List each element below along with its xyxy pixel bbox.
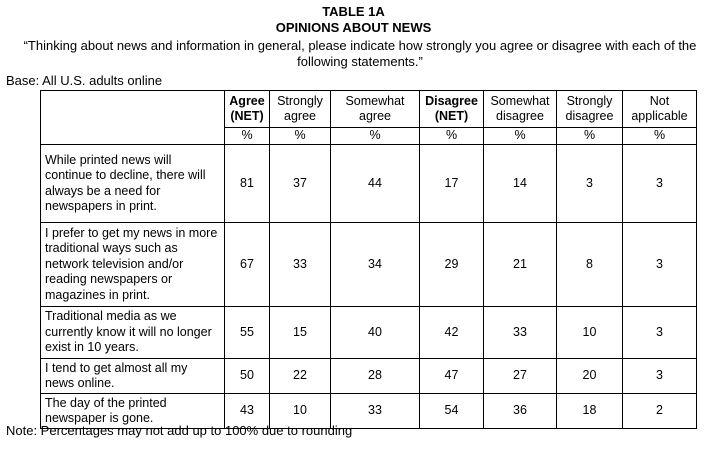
value-cell: 18: [557, 394, 623, 429]
value-cell: 17: [420, 145, 484, 223]
footnote: Note: Percentages may not add up to 100% due to rounding: [6, 423, 353, 438]
value-cell: 33: [484, 307, 557, 359]
table-row: [41, 307, 697, 359]
value-cell: 8: [557, 223, 623, 307]
value-cell: 81: [225, 145, 270, 223]
col-header-strongly-agree: Strongly agree: [270, 91, 331, 128]
col-header-somewhat-disagree: Somewhat disagree: [484, 91, 557, 128]
value-cell: 27: [484, 359, 557, 394]
value-cell: 10: [557, 307, 623, 359]
col-header-not-applicable: Not applicable: [623, 91, 697, 128]
value-cell: 2: [623, 394, 697, 429]
value-cell: 54: [420, 394, 484, 429]
value-cell: 3: [623, 223, 697, 307]
table-row: [41, 359, 697, 394]
value-cell: 22: [270, 359, 331, 394]
value-cell: 3: [557, 145, 623, 223]
value-cell: 37: [270, 145, 331, 223]
table-row: [41, 145, 697, 223]
unit-cell: %: [331, 128, 420, 145]
unit-cell: %: [484, 128, 557, 145]
statement-cell: I tend to get almost all my news online.: [41, 359, 225, 394]
value-cell: 3: [623, 359, 697, 394]
value-cell: 29: [420, 223, 484, 307]
value-cell: 10: [270, 394, 331, 429]
unit-cell: %: [420, 128, 484, 145]
value-cell: 33: [331, 394, 420, 429]
table-subtitle: OPINIONS ABOUT NEWS: [275, 20, 432, 35]
value-cell: 21: [484, 223, 557, 307]
col-header-agree-net: Agree (NET): [225, 91, 270, 128]
unit-cell: %: [557, 128, 623, 145]
header-blank-cell: [41, 91, 225, 145]
value-cell: 44: [331, 145, 420, 223]
unit-cell: %: [270, 128, 331, 145]
survey-question: “Thinking about news and information in general, please indicate how strongly you agree or disagree with each of the following statements.”: [23, 38, 697, 69]
value-cell: 67: [225, 223, 270, 307]
value-cell: 28: [331, 359, 420, 394]
col-header-strongly-disagree: Strongly disagree: [557, 91, 623, 128]
value-cell: 43: [225, 394, 270, 429]
value-cell: 3: [623, 307, 697, 359]
value-cell: 14: [484, 145, 557, 223]
value-cell: 40: [331, 307, 420, 359]
col-header-disagree-net: Disagree (NET): [420, 91, 484, 128]
value-cell: 34: [331, 223, 420, 307]
value-cell: 3: [623, 145, 697, 223]
value-cell: 42: [420, 307, 484, 359]
value-cell: 20: [557, 359, 623, 394]
value-cell: 15: [270, 307, 331, 359]
col-header-somewhat-agree: Somewhat agree: [331, 91, 420, 128]
value-cell: 33: [270, 223, 331, 307]
table-row: [41, 223, 697, 307]
value-cell: 36: [484, 394, 557, 429]
value-cell: 47: [420, 359, 484, 394]
base-note: Base: All U.S. adults online: [6, 73, 163, 88]
unit-cell: %: [623, 128, 697, 145]
statement-cell: Traditional media as we currently know it will no longer exist in 10 years.: [41, 307, 225, 359]
opinions-table: [40, 90, 697, 429]
table-title: TABLE 1A: [322, 4, 385, 19]
statement-cell: The day of the printed newspaper is gone.: [41, 394, 225, 429]
header-row: [41, 91, 697, 128]
value-cell: 55: [225, 307, 270, 359]
value-cell: 50: [225, 359, 270, 394]
statement-cell: While printed news will continue to decline, there will always be a need for newspapers in print.: [41, 145, 225, 223]
statement-cell: I prefer to get my news in more traditional ways such as network television and/or reading newspapers or magazines in print.: [41, 223, 225, 307]
unit-cell: %: [225, 128, 270, 145]
